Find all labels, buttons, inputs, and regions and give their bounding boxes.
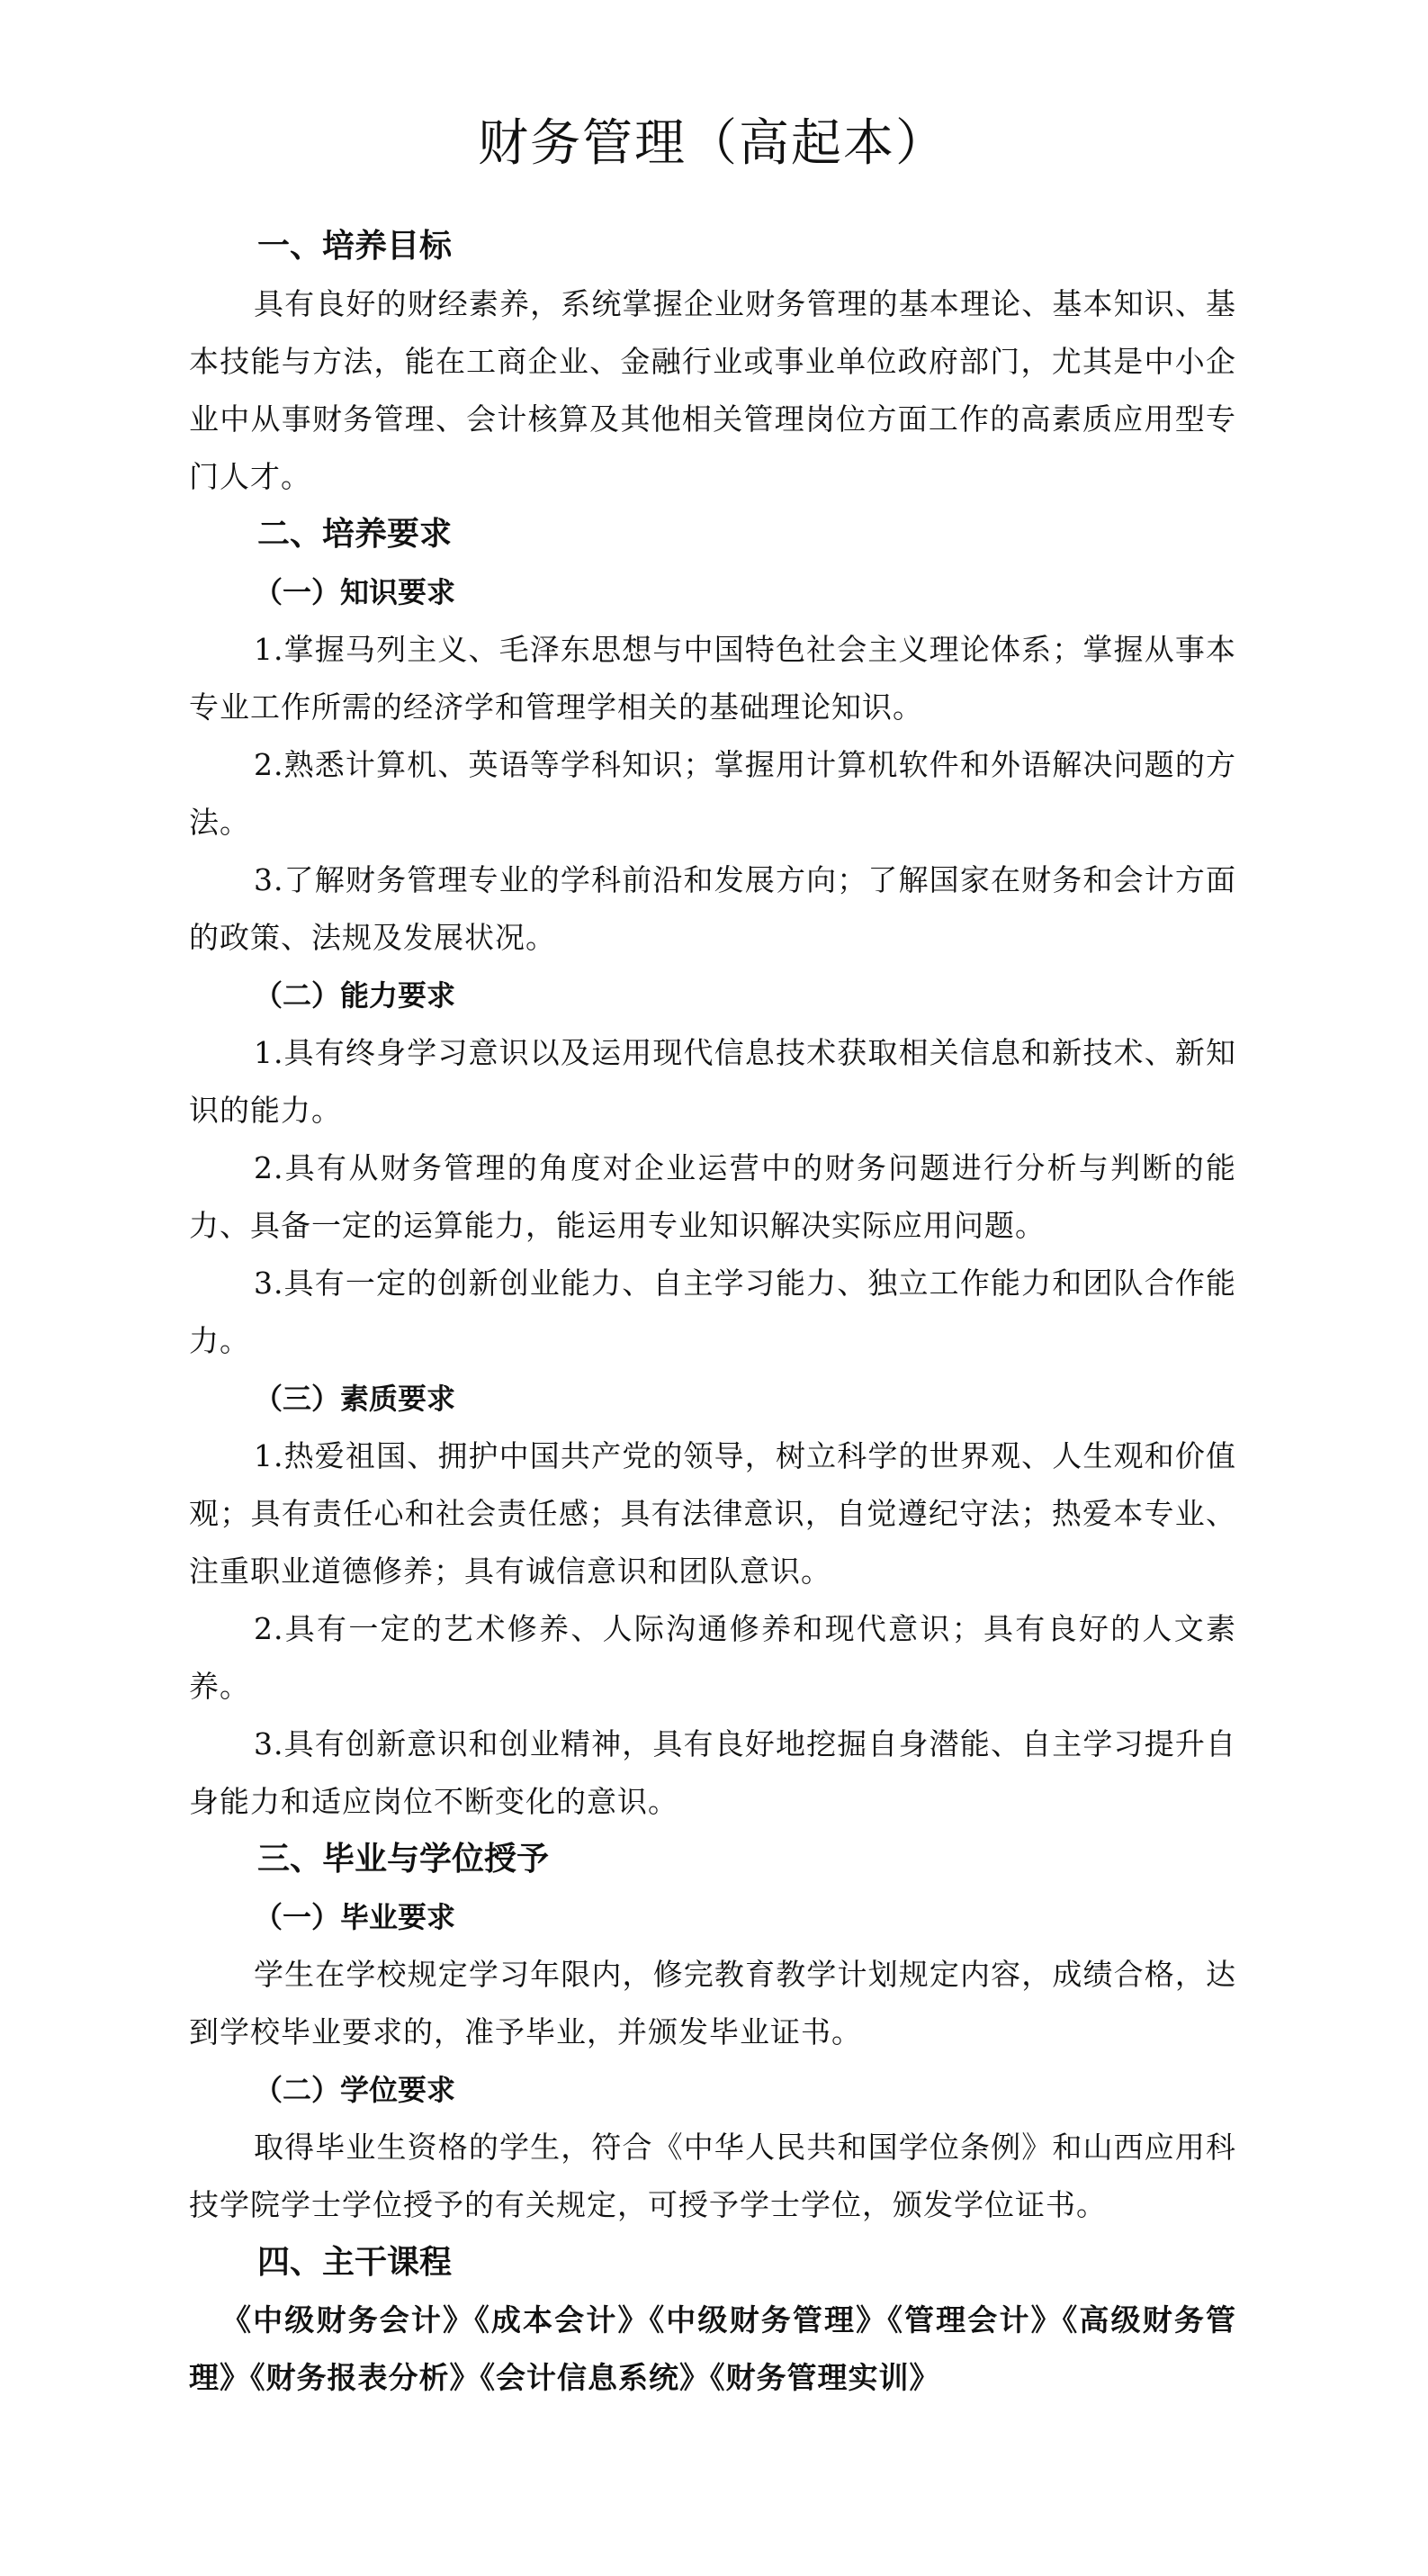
subheading-knowledge-requirements: （一）知识要求 — [254, 575, 456, 609]
graduation-paragraph: 学生在学校规定学习年限内，修完教育教学计划规定内容，成绩合格，达到学校毕业要求的，准予毕业，并颁发毕业证书。 — [189, 1957, 1236, 2049]
core-courses-list: 《中级财务会计》《成本会计》《中级财务管理》《管理会计》《高级财务管理》《财务报表分析》《会计信息系统》《财务管理实训》 — [189, 2302, 1236, 2395]
knowledge-item: 3.了解财务管理专业的学科前沿和发展方向；了解国家在财务和会计方面的政策、法规及发展状况。 — [189, 862, 1236, 955]
knowledge-item: 2.熟悉计算机、英语等学科知识；掌握用计算机软件和外语解决问题的方法。 — [189, 747, 1236, 840]
quality-item: 1.热爱祖国、拥护中国共产党的领导，树立科学的世界观、人生观和价值观；具有责任心和社会责任感；具有法律意识，自觉遵纪守法；热爱本专业、注重职业道德修养；具有诚信意识和团队意识。 — [189, 1438, 1236, 1589]
quality-item: 2.具有一定的艺术修养、人际沟通修养和现代意识；具有良好的人文素养。 — [189, 1611, 1236, 1704]
degree-paragraph: 取得毕业生资格的学生，符合《中华人民共和国学位条例》和山西应用科技学院学士学位授予的有关规定，可授予学士学位，颁发学位证书。 — [189, 2130, 1236, 2222]
ability-item: 3.具有一定的创新创业能力、自主学习能力、独立工作能力和团队合作能力。 — [189, 1265, 1236, 1358]
subheading-degree-requirements: （二）学位要求 — [254, 2073, 456, 2107]
quality-item: 3.具有创新意识和创业精神，具有良好地挖掘自身潜能、自主学习提升自身能力和适应岗位不断变化的意识。 — [189, 1726, 1236, 1819]
knowledge-item: 1.掌握马列主义、毛泽东思想与中国特色社会主义理论体系；掌握从事本专业工作所需的经济学和管理学相关的基础理论知识。 — [189, 632, 1236, 725]
ability-item: 1.具有终身学习意识以及运用现代信息技术获取相关信息和新技术、新知识的能力。 — [189, 1035, 1236, 1128]
section-heading-core-courses: 四、主干课程 — [257, 2244, 453, 2281]
document-page — [189, 108, 1236, 2407]
training-objective-paragraph: 具有良好的财经素养，系统掌握企业财务管理的基本理论、基本知识、基本技能与方法，能在工商企业、金融行业或事业单位政府部门，尤其是中小企业中从事财务管理、会计核算及其他相关管理岗位方面工作的高素质应用型专门人才。 — [189, 286, 1236, 494]
section-heading-training-objective: 一、培养目标 — [257, 228, 453, 265]
subheading-graduation-requirements: （一）毕业要求 — [254, 1900, 456, 1934]
subheading-quality-requirements: （三）素质要求 — [254, 1382, 456, 1416]
section-heading-graduation-degree: 三、毕业与学位授予 — [257, 1841, 550, 1878]
subheading-ability-requirements: （二）能力要求 — [254, 978, 456, 1013]
ability-item: 2.具有从财务管理的角度对企业运营中的财务问题进行分析与判断的能力、具备一定的运算能力，能运用专业知识解决实际应用问题。 — [189, 1150, 1236, 1243]
section-heading-training-requirements: 二、培养要求 — [257, 516, 453, 553]
document-title: 财务管理（高起本） — [478, 114, 948, 173]
